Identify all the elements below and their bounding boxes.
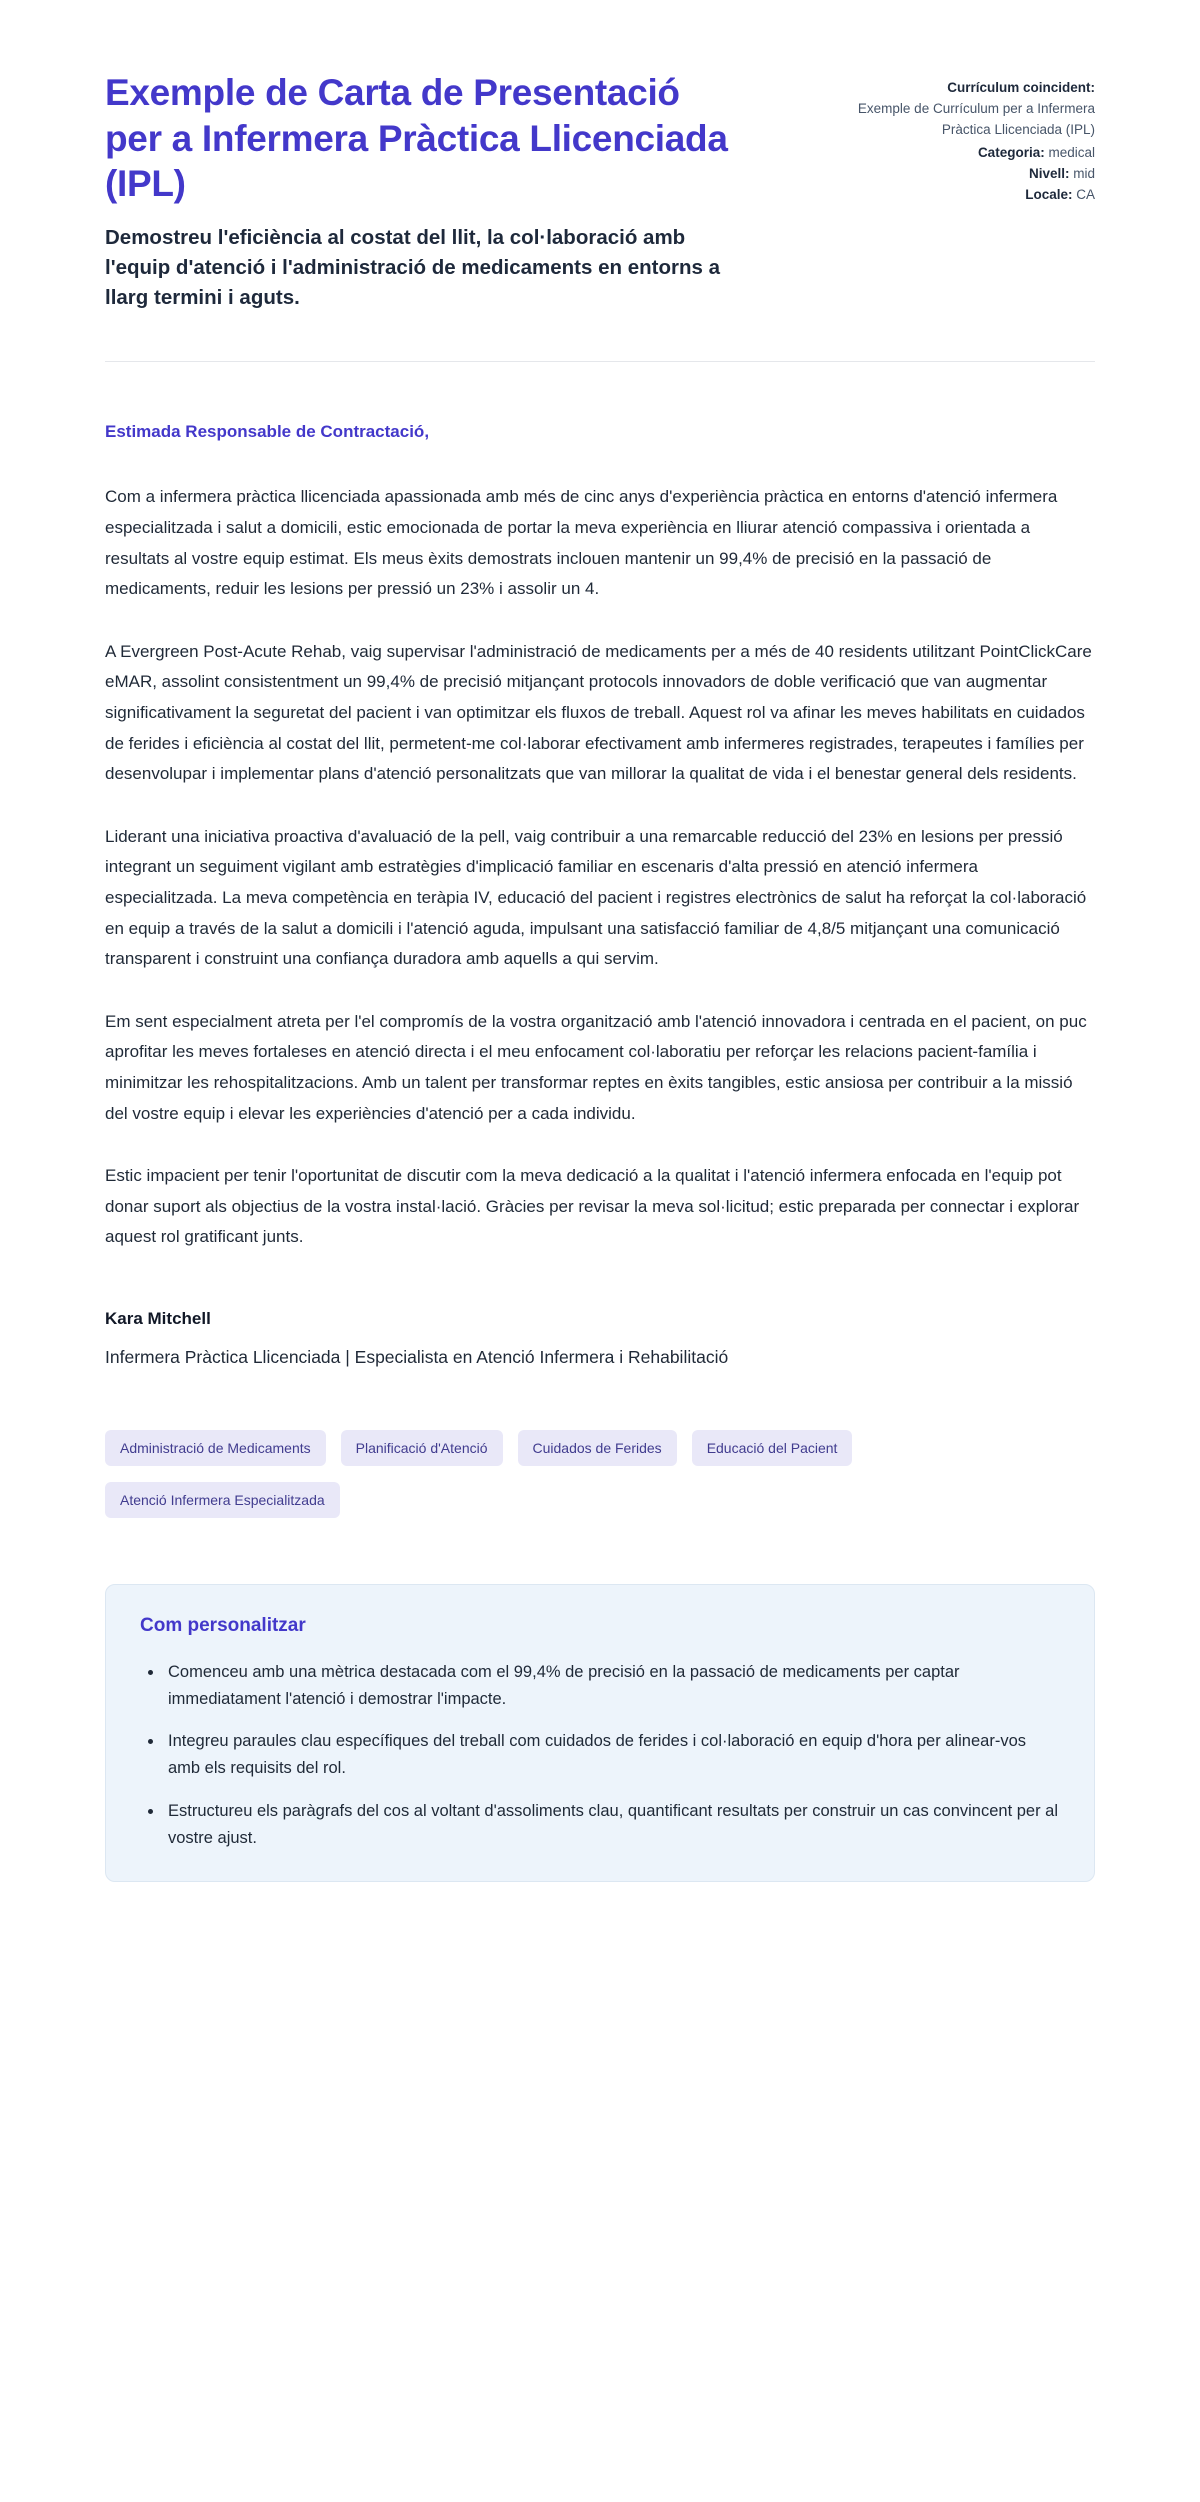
letter-paragraph: A Evergreen Post-Acute Rehab, vaig supervisar l'administració de medicaments per a més de 40 residents utilitzant PointClickCare eMAR, assolint consistentment un 99,4% de precisió mitjançant protocols innovadors de doble verificació que van augmentar significativament la seguretat del pacient i van optimitzar els fluxos de treball. Aquest rol va afinar les meves habilitats en cuidados de ferides i eficiència al costat del llit, permetent-me col·laborar efectivament amb infermeres registrades, terapeutes i famílies per desenvolupar i implementar plans d'atenció personalitzats que van millorar la qualitat de vida i el benestar general dels residents. [105, 641, 1092, 784]
locale-value: CA [1076, 187, 1095, 203]
skill-tag: Cuidados de Ferides [518, 1430, 677, 1466]
category-row [830, 143, 1095, 163]
signature-name: Kara Mitchell [105, 1308, 211, 1328]
customization-tips-box [105, 1584, 1095, 1882]
level-value: mid [1073, 166, 1095, 181]
letter-paragraph: Liderant una iniciativa proactiva d'avaluació de la pell, vaig contribuir a una remarcable reducció del 23% en lesions per pressió integrant un seguiment vigilant amb estratègies d'implicació familiar en escenaris d'alta pressió en atenció infermera especialitzada. La meva competència en teràpia IV, educació del pacient i registres electrònics de salut ha reforçat la col·laboració en equip a través de la salut a domicili i l'atenció aguda, impulsant una satisfacció familiar de 4,8/5 mitjançant una comunicació transparent i construint una confiança duradora amb aquells a qui servim. [105, 826, 1087, 969]
matching-resume-link[interactable]: Exemple de Currículum per a Infermera Pràctica Llicenciada (IPL) [857, 101, 1095, 137]
letter-paragraph: Com a infermera pràctica llicenciada apassionada amb més de cinc anys d'experiència pràctica en entorns d'atenció infermera especialitzada i salut a domicili, estic emocionada de portar la meva experiència en lliurar atenció compassiva i orientada a resultats al vostre equip estimat. Els meus èxits demostrats inclouen mantenir un 99,4% de precisió en la passació de medicaments, reduir les lesions per pressió un 23% i assolir un 4. [105, 487, 1058, 599]
tips-title: Com personalitzar [140, 1614, 306, 1636]
letter-paragraph: Estic impacient per tenir l'oportunitat de discutir com la meva dedicació a la qualitat i l'atenció infermera enfocada en l'equip pot donar suport als objectius de la vostra instal·lació. Gràcies per revisar la meva sol·licitud; estic preparada per connectar i explorar aquest rol gratificant junts. [105, 1166, 1080, 1247]
level-label: Nivell: [1028, 166, 1070, 181]
skill-tag: Planificació d'Atenció [341, 1430, 503, 1466]
letter-greeting: Estimada Responsable de Contractació, [105, 422, 430, 442]
header-title-block [105, 70, 790, 313]
meta-panel [830, 70, 1095, 206]
page-container [105, 0, 1095, 1972]
tip-item: • Estructureu els paràgrafs del cos al voltant d'assoliments clau, quantificant resultats per construir un cas convincent per al vostre ajust. [164, 1798, 1060, 1851]
matching-resume-label: Currículum coincident: [947, 80, 1095, 95]
skill-tag: Educació del Pacient [692, 1430, 853, 1466]
tip-item: • Integreu paraules clau específiques del treball com cuidados de ferides i col·laboració en equip d'hora per alinear-vos amb els requisits del rol. [164, 1728, 1060, 1781]
tip-item: • Comenceu amb una mètrica destacada com el 99,4% de precisió en la passació de medicaments per captar immediatament l'atenció i demostrar l'impacte. [164, 1659, 1060, 1712]
locale-row [830, 185, 1095, 205]
page-title: Exemple de Carta de Presentació per a Infermera Pràctica Llicenciada (IPL) [105, 72, 728, 204]
page-subtitle: Demostreu l'eficiència al costat del llit, la col·laboració amb l'equip d'atenció i l'administració de medicaments en entorns a llarg termini i aguts. [105, 225, 720, 310]
tips-list [140, 1659, 1060, 1851]
header-divider [105, 361, 1095, 362]
locale-label: Locale: [1025, 187, 1073, 203]
letter-body [105, 422, 1095, 1882]
signature-role: Infermera Pràctica Llicenciada | Especialista en Atenció Infermera i Rehabilitació [105, 1346, 729, 1367]
category-label: Categoria: [977, 144, 1045, 160]
category-value: medical [1048, 144, 1095, 160]
skill-tag-list [105, 1430, 1095, 1518]
level-row [830, 164, 1095, 184]
skill-tag: Atenció Infermera Especialitzada [105, 1482, 340, 1518]
skill-tag: Administració de Medicaments [105, 1430, 326, 1466]
page-header [105, 70, 1095, 313]
letter-paragraph: Em sent especialment atreta per l'el compromís de la vostra organització amb l'atenció innovadora i centrada en el pacient, on puc aprofitar les meves fortaleses en atenció directa i el meu enfocament col·laboratiu per reforçar les relacions pacient-família i minimitzar les rehospitalitzacions. Amb un talent per transformar reptes en èxits tangibles, estic ansiosa per contribuir a la missió del vostre equip i elevar les experiències d'atenció per a cada individu. [105, 1011, 1087, 1123]
